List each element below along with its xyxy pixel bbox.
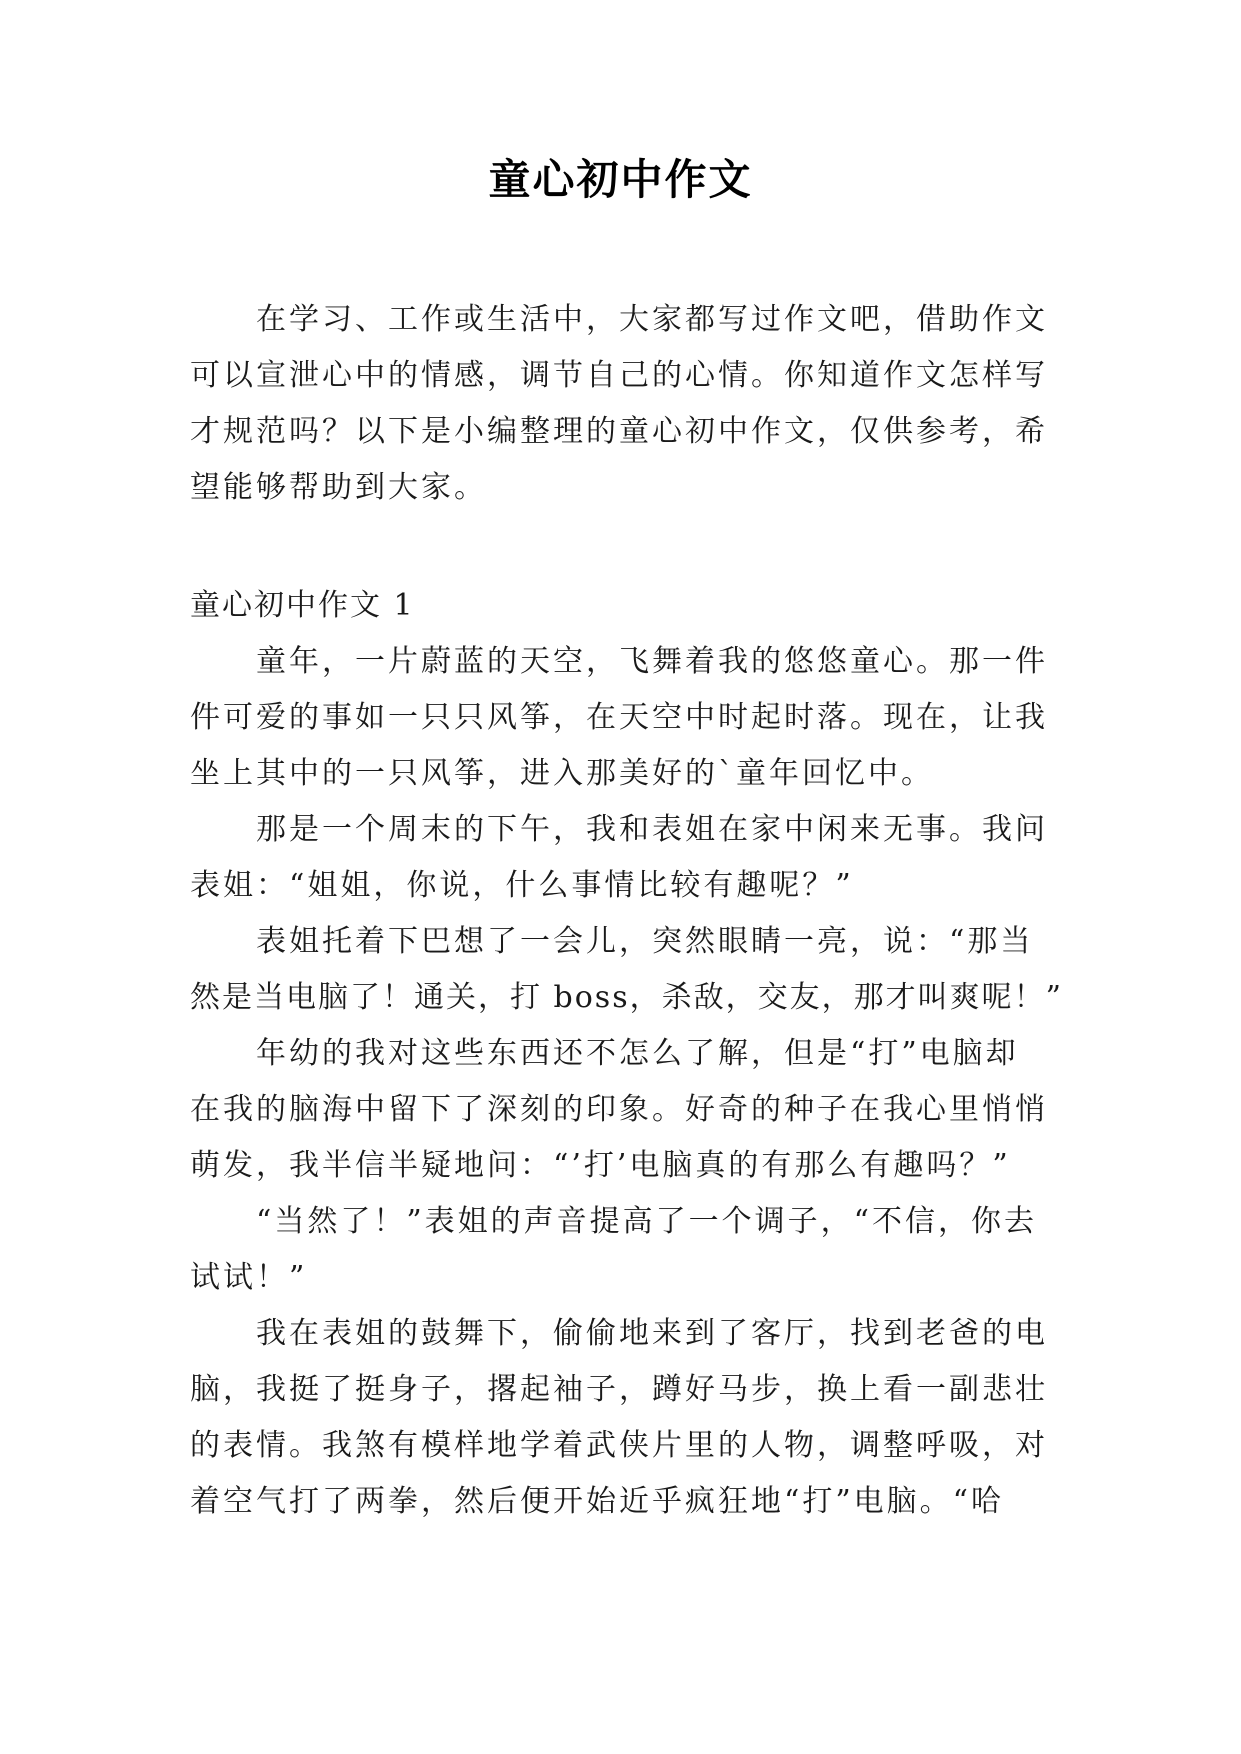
body-line: 试试！” — [190, 1260, 308, 1295]
body-line: 坐上其中的一只风筝，进入那美好的`童年回忆中。 — [190, 756, 934, 791]
body-line: 然是当电脑了！通关，打 boss，杀敌，交友，那才叫爽呢！” — [190, 980, 1063, 1015]
intro-line: 望能够帮助到大家。 — [190, 470, 487, 505]
body-line: 脑，我挺了挺身子，撂起袖子，蹲好马步，换上看一副悲壮 — [190, 1372, 1048, 1407]
body-line: 我在表姐的鼓舞下，偷偷地来到了客厅，找到老爸的电 — [256, 1316, 1048, 1351]
body-line: “当然了！”表姐的声音提高了一个调子，“不信，你去 — [256, 1204, 1038, 1239]
section-heading: 童心初中作文 1 — [190, 588, 415, 623]
body-line: 那是一个周末的下午，我和表姐在家中闲来无事。我问 — [256, 812, 1048, 847]
body-line: 表姐：“姐姐，你说，什么事情比较有趣呢？” — [190, 868, 854, 903]
body-line: 童年，一片蔚蓝的天空，飞舞着我的悠悠童心。那一件 — [256, 644, 1048, 679]
body-line: 表姐托着下巴想了一会儿，突然眼睛一亮，说：“那当 — [256, 924, 1034, 959]
intro-line: 可以宣泄心中的情感，调节自己的心情。你知道作文怎样写 — [190, 358, 1048, 393]
body-line: 件可爱的事如一只只风筝，在天空中时起时落。现在，让我 — [190, 700, 1048, 735]
intro-line: 在学习、工作或生活中，大家都写过作文吧，借助作文 — [256, 302, 1048, 337]
body-line: 的表情。我煞有模样地学着武侠片里的人物，调整呼吸，对 — [190, 1428, 1048, 1463]
page-title: 童心初中作文 — [488, 155, 753, 204]
body-line: 在我的脑海中留下了深刻的印象。好奇的种子在我心里悄悄 — [190, 1092, 1048, 1127]
body-line: 萌发，我半信半疑地问：“’打’电脑真的有那么有趣吗？” — [190, 1148, 1011, 1183]
intro-line: 才规范吗？以下是小编整理的童心初中作文，仅供参考，希 — [190, 414, 1048, 449]
body-line: 年幼的我对这些东西还不怎么了解，但是“打”电脑却 — [256, 1036, 1019, 1071]
body-line: 着空气打了两拳，然后便开始近乎疯狂地“打”电脑。“哈 — [190, 1484, 1005, 1519]
